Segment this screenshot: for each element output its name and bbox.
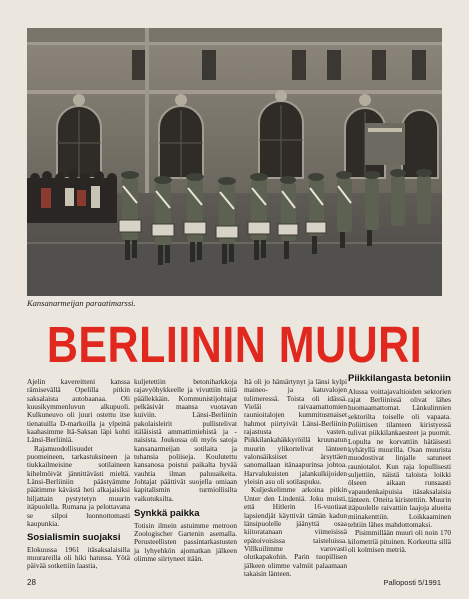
text-column-3: [244, 378, 347, 578]
parade-photo: [27, 28, 442, 296]
page-number: 28: [27, 578, 36, 587]
section-heading: Piikkilangasta betoniin: [348, 373, 451, 384]
paragraph: Pisimmillään muuri oli noin 170 kilometriä pituinen. Korkeutta sillä oli kolmisen metriä.: [348, 528, 451, 555]
paragraph: Kuljeskelimme arkoina pitkin Unter den Lindeniä. Joku muisti, että Hitlerin 16-vuotiaat lapsiendjät käyttivät tämän kadun länsipuolelle jäänyttä osaa kiitoratanaan viimeisissä epätoivoisissa taisteluissa. Villkuilimme varovasti olutkapakohin. Parin tuopillisen jälkeen olimme valmiit palaamaan takaisin länteen.: [244, 485, 347, 578]
paragraph: Elokuussa 1961 itäsaksalaisilla muurareilla oli hiki hatussa. Yötä päivää sotkettiin laastia,: [27, 544, 130, 571]
text-column-1: [27, 378, 130, 571]
section-heading: Synkkä paikka: [134, 508, 200, 520]
publication-footer: Palloposti 5/1991: [383, 578, 441, 587]
parade-photo-image: [27, 28, 442, 296]
paragraph: kuljetettiin betoniharkkoja rajavyöhykkeelle ja vivuttiin niitä päällekkäin. Kommunistijohtajat pelkäsivät maansa vuotavan kuiviin. Länsi-Berliinin pakolaisleirit pullistelivat itäläisistä ammattimiehistä ja -naisista. Joukossa oli myös satoja kansanarmeijan sotilaita ja tuhansia poliiseja. Koulutettu kansanosa poistui paikalta hyvää vauhtia ilman paluuaikeita. Johtajat päättivät suojella omiaan kapitalismin turmiollisilta vaikutuksilta.: [134, 377, 237, 503]
paragraph: Alussa voittajavaltioiden sektorien rajat Berliinissä olivat lähes huomaamattomat. Länkulinnien sektorilta toiselle oli vapaata. Poliittisen tilanteen kiristyessä tulivat piikkilankaesteet ja puomit. Lopulta ne korvattiin hätäisesti kyhätyllä muurilla. Osan muurista muodostivat linjalle satuneet rauniotalot. Kun raja lopullisesti suljettiin, näistä taloista loikki ölseen aikaan runsaasti vapaudenkaipuisia itäsaksalaisia länteen. Otteita kiristettiin. Muurin itäpuolelle raivattiin laajoja alueita miinakenttiin. Loikkaaminen tehtiin lähes mahdottomaksi.: [348, 386, 451, 529]
paragraph: Totisin ilmein astuimme metroon Zoologischer Gartenin asemalla. Perusteellisten passintarkastusten ja lyhyehkön ajomatkan jälkeen olimme siirtyneet itään.: [134, 520, 237, 564]
text-column-4: [348, 374, 451, 554]
paragraph: Itä oli jo hämärtynyt ja länsi kylpi maineo- ja katuvalojen tulimeressä. Toista oli idässä. Vieläi raivaamattomien raunioitalojen kummitusmaiset hahmot piirtyivät Länsi-Berliinin rajastusta vasten. Piikkilankahäkkyröillä kruunatun muurin ylikortelivat länteen valonsäiksiiset ärsyttäen sanomallaan itänaapurinsa johtoa. Harvalukuisten jalankulkijoiden yleisin asu oli sotilaspuku.: [244, 377, 347, 487]
article-headline: BERLIININ MUURI: [46, 317, 423, 374]
photo-caption: Kansanarmeijan paraatimarssi.: [27, 298, 136, 308]
text-column-2: [134, 378, 237, 563]
section-heading: Sosialismin suojaksi: [27, 532, 121, 544]
paragraph: Ajelin kavereitteni kanssa rämisevällä Opelilla pitkin saksalaista autobaanaa. Oli kuusikymmenluvun alkupuoli. Kulkuneuvo oli juuri ostettu itse tienatuilla D-markoilla ja ylpeinä kaahasimme Itä-Saksan läpi kohti Länsi-Berliiniä.: [27, 377, 130, 445]
paragraph: Rajamuodollisuudet puomeineen, tarkastuksineen ja tiukkailmeisine sotilaineen kihelmöivät jännittävästi mieltä. Länsi-Berliiniin päästyämme päätimme kävästä heti alkajaisiksi hiljattain pystytetyn muurin itäpuolella. Rumana ja pelottavana se silpoi luonnottomasti kaupunkia.: [27, 443, 130, 528]
